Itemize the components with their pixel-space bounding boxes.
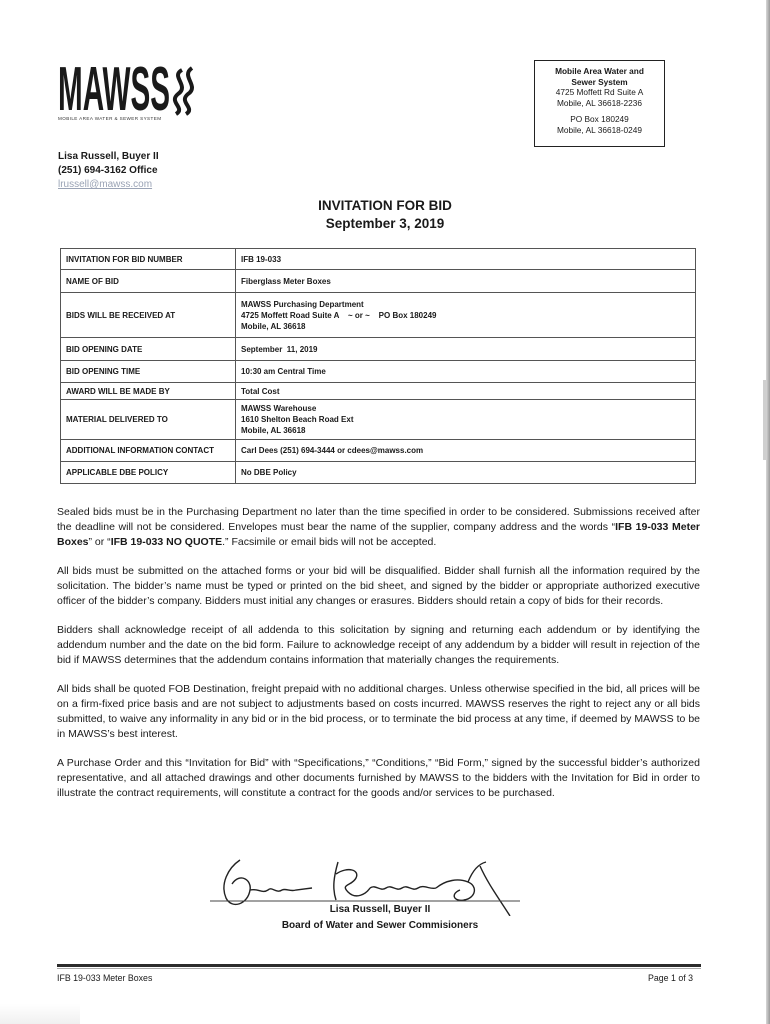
row-value: 10:30 am Central Time [236, 361, 696, 383]
signer-name: Lisa Russell, Buyer II [329, 904, 431, 915]
footer-divider [57, 964, 701, 967]
bid-info-table [60, 248, 696, 484]
row-value: IFB 19-033 [236, 249, 696, 270]
footer-document-id: IFB 19-033 Meter Boxes [57, 973, 153, 983]
body-text [57, 505, 700, 815]
title-date: September 3, 2019 [325, 216, 445, 231]
table-row [61, 270, 696, 293]
contact-name: Lisa Russell, Buyer II [58, 151, 159, 162]
value-line: MAWSS Warehouse [241, 404, 317, 413]
paragraph-addenda: Bidders shall acknowledge receipt of all addenda to this solicitation by signing and returning each addendum or by identifying the addendum number and the date on the bid form. Failure to acknowledge receipt of any addendum by a bidder will result in rejection of the bid if MAWSS determines that the addendum contains information that materially changes the requirements. [57, 624, 700, 666]
scan-smudge [0, 1004, 80, 1024]
table-row [61, 293, 696, 338]
p1-text: Sealed bids must be in the Purchasing Department no later than the time specified in order to be considered. Submissions received after the deadline will not be considered. Envelopes must bear the name of the supplier, company address and the words “ [57, 506, 700, 533]
table-row [61, 400, 696, 440]
title-heading: INVITATION FOR BID [318, 198, 452, 213]
row-value: September 11, 2019 [236, 338, 696, 361]
logo-subtitle: MOBILE AREA WATER & SEWER SYSTEM [58, 116, 162, 121]
row-label: APPLICABLE DBE POLICY [61, 462, 236, 484]
p1-text: .” Facsimile or email bids will not be accepted. [222, 536, 437, 548]
logo-swirl-icon [175, 68, 192, 114]
value-line: MAWSS Purchasing Department [241, 299, 364, 309]
scan-edge-mark [763, 380, 766, 460]
row-value [236, 400, 696, 440]
table-row [61, 338, 696, 361]
row-label: AWARD WILL BE MADE BY [61, 383, 236, 400]
signer-board: Board of Water and Sewer Commisioners [281, 920, 479, 931]
row-label: BID OPENING DATE [61, 338, 236, 361]
row-label: INVITATION FOR BID NUMBER [61, 249, 236, 270]
table-row [61, 462, 696, 484]
row-label: BID OPENING TIME [61, 361, 236, 383]
row-value [236, 293, 696, 338]
row-value: Carl Dees (251) 694-3444 or cdees@mawss.com [236, 440, 696, 462]
org-name-line2: Sewer System [571, 76, 628, 87]
row-label: ADDITIONAL INFORMATION CONTACT [61, 440, 236, 462]
document-title [0, 197, 770, 233]
row-label: MATERIAL DELIVERED TO [61, 400, 236, 440]
street-address: 4725 Moffett Rd Suite A [555, 87, 644, 97]
paragraph-purchase-order: A Purchase Order and this “Invitation for Bid” with “Specifications,” “Conditions,” “Bid Form,” signed by the successful bidder’s authorized representative, and all attached drawings and other documents furnished by MAWSS to the bidders with the Invitation for Bid in order to illustrate the contract requirements, will constitute a contract for the goods and/or services to be purchased. [57, 757, 700, 799]
street-city: Mobile, AL 36618-2236 [556, 97, 643, 108]
row-value: Fiberglass Meter Boxes [236, 270, 696, 293]
scan-edge [766, 0, 770, 1024]
mawss-logo [58, 58, 198, 116]
value-line: Mobile, AL 36618 [241, 426, 306, 435]
logo-wordmark: MAWSS [58, 58, 170, 116]
table-row [61, 440, 696, 462]
paragraph-forms: All bids must be submitted on the attached forms or your bid will be disqualified. Bidder shall furnish all the information required by the solicitation. The bidder’s name must be typed or printed on the bid sheet, and signed by the bidder or appropriate authorized executive officer of the bidder’s company. Bidders must initial any changes or erasures. Bidders should retain a copy of bids for their records. [57, 565, 700, 607]
footer-divider-thin [57, 968, 701, 969]
contact-phone: (251) 694-3162 Office [58, 165, 158, 176]
po-city: Mobile, AL 36618-0249 [556, 124, 643, 135]
contact-email-link[interactable]: lrussell@mawss.com [58, 179, 153, 190]
p1-bold-no-quote: IFB 19-033 NO QUOTE [110, 536, 223, 548]
buyer-contact [58, 150, 159, 192]
footer-page-number: Page 1 of 3 [648, 973, 693, 983]
row-label: NAME OF BID [61, 270, 236, 293]
signature-block [260, 902, 500, 934]
table-row [61, 383, 696, 400]
paragraph-submission [57, 505, 700, 550]
table-row [61, 361, 696, 383]
value-line: 1610 Shelton Beach Road Ext [241, 415, 354, 424]
org-name-line1: Mobile Area Water and [555, 66, 644, 76]
p1-text: ” or “ [88, 536, 111, 548]
po-box: PO Box 180249 [570, 114, 629, 124]
row-value: No DBE Policy [236, 462, 696, 484]
table-row [61, 249, 696, 270]
row-label: BIDS WILL BE RECEIVED AT [61, 293, 236, 338]
p1-bold-meter-boxes: IFB 19-033 Meter Boxes [57, 521, 701, 548]
paragraph-fob: All bids shall be quoted FOB Destination, freight prepaid with no additional charges. Unless otherwise specified in the bid, all prices will be on a firm-fixed price basis and are not subject to adjustments based on costs incurred. MAWSS reserves the right to reject any or all bids submitted, to waive any informality in any bid or in the bid process, or to terminate the bid process at any time, if deemed by MAWSS to be in MAWSS’s best interest. [57, 683, 700, 740]
value-line: 4725 Moffett Road Suite A ~ or ~ PO Box 180249 [241, 310, 437, 320]
row-value: Total Cost [236, 383, 696, 400]
value-line: Mobile, AL 36618 [241, 321, 306, 331]
address-box [534, 60, 665, 147]
